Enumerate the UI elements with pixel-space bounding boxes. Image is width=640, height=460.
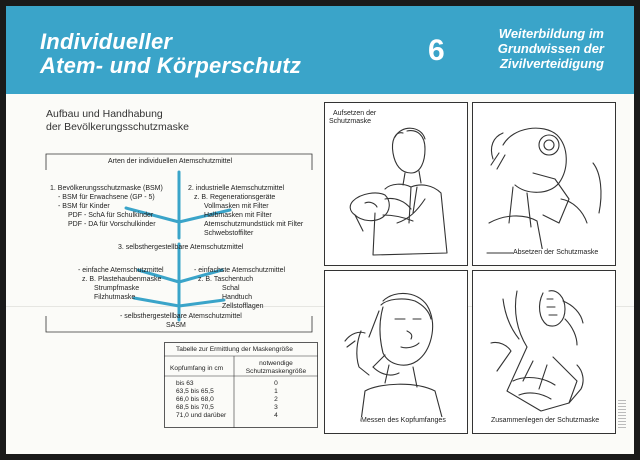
simplest-heading: - einfachste Atemschutzmittel <box>194 267 286 274</box>
caption-put-on-2: Schutzmaske <box>329 118 372 125</box>
simple-item-2: Strumpfmaske <box>94 285 140 292</box>
panel-take-off-mask <box>472 102 616 266</box>
caption-put-on-1: Aufsetzen der <box>333 110 377 117</box>
caption-take-off: Absetzen der Schutzmaske <box>513 249 599 256</box>
simplest-item-3: Handtuch <box>222 294 252 301</box>
self-made-heading: 3. selbsthergestellbare Atemschutzmittel <box>118 244 244 251</box>
table-size-3: 3 <box>274 404 278 411</box>
industrial-item-1: z. B. Regenerationsgeräte <box>194 194 276 201</box>
series-line-1: Weiterbildung im <box>498 26 604 41</box>
table-range-0: bis 63 <box>176 380 194 387</box>
simplest-item-4: Zellstofflagen <box>222 303 264 310</box>
table-range-4: 71,0 und darüber <box>176 412 227 419</box>
table-range-2: 66,0 bis 68,0 <box>176 396 214 403</box>
panel-measure-head <box>324 270 468 434</box>
series-line-3: Zivilverteidigung <box>499 56 604 71</box>
classification-diagram <box>42 150 316 336</box>
table-size-2: 2 <box>274 396 278 403</box>
panel-fold-mask <box>472 270 616 434</box>
illustration-put-on-mask <box>325 103 468 266</box>
table-col1-header: Kopfumfang in cm <box>170 365 224 372</box>
caption-measure: Messen des Kopfumfanges <box>361 417 446 424</box>
bsm-children: - BSM für Kinder <box>58 203 110 210</box>
table-col2-header-2: Schutzmaskengröße <box>245 368 307 375</box>
table-size-1: 1 <box>274 388 278 395</box>
header-banner <box>6 6 634 94</box>
series-line-2: Grundwissen der <box>497 41 604 56</box>
table-size-4: 4 <box>274 412 278 419</box>
poster <box>6 6 634 454</box>
poster-title <box>40 30 301 78</box>
simple-heading: - einfache Atemschutzmittel <box>78 267 164 274</box>
illustration-take-off-mask <box>473 103 616 266</box>
illustration-fold-mask <box>473 271 616 434</box>
diagram-title: Arten der individuellen Atemschutzmittel <box>108 158 233 165</box>
subtitle-line-2: der Bevölkerungsschutzmaske <box>46 121 189 133</box>
table-range-1: 63,5 bis 65,5 <box>176 388 214 395</box>
pdf-da: PDF - DA für Vorschulkinder <box>68 221 156 228</box>
caption-fold: Zusammenlegen der Schutzmaske <box>491 417 600 424</box>
table-range-3: 68,5 bis 70,5 <box>176 404 214 411</box>
pdf-scha: PDF - SchA für Schulkinder <box>68 212 154 219</box>
diagram-lines <box>42 150 316 336</box>
simple-item-3: Filzhutmaske <box>94 294 136 301</box>
bsm-adult: - BSM für Erwachsene (GP - 5) <box>58 194 155 201</box>
table-size-0: 0 <box>274 380 278 387</box>
industrial-item-3: Halbmasken mit Filter <box>204 212 272 219</box>
table-col2-header-1: notwendige <box>259 360 293 367</box>
simple-item-1: z. B. Plastehaubenmaske <box>82 276 162 283</box>
title-line-2: Atem- und Körperschutz <box>40 53 302 78</box>
illustration-measure-head <box>325 271 468 434</box>
poster-number: 6 <box>428 34 445 67</box>
series-title <box>478 26 604 71</box>
industrial-item-5: Schwebstoffilter <box>204 230 254 237</box>
sasm-line: - selbsthergestellbare Atemschutzmittel <box>120 313 242 320</box>
table-title: Tabelle zur Ermittlung der Maskengröße <box>176 346 293 353</box>
simplest-item-2: Schal <box>222 285 240 292</box>
industrial-item-4: Atemschutzmundstück mit Filter <box>204 221 304 228</box>
sasm-label: SASM <box>166 322 186 329</box>
bsm-heading: 1. Bevölkerungsschutzmaske (BSM) <box>50 185 163 192</box>
industrial-item-2: Vollmasken mit Filter <box>204 203 269 210</box>
section-subtitle <box>46 108 189 134</box>
industrial-heading: 2. industrielle Atemschutzmittel <box>188 185 285 192</box>
printer-imprint <box>618 400 626 434</box>
panel-put-on-mask <box>324 102 468 266</box>
subtitle-line-1: Aufbau und Handhabung <box>46 108 163 120</box>
simplest-item-1: z. B. Taschentuch <box>198 276 254 283</box>
title-line-1: Individueller <box>40 29 173 54</box>
mask-size-table <box>164 342 318 428</box>
